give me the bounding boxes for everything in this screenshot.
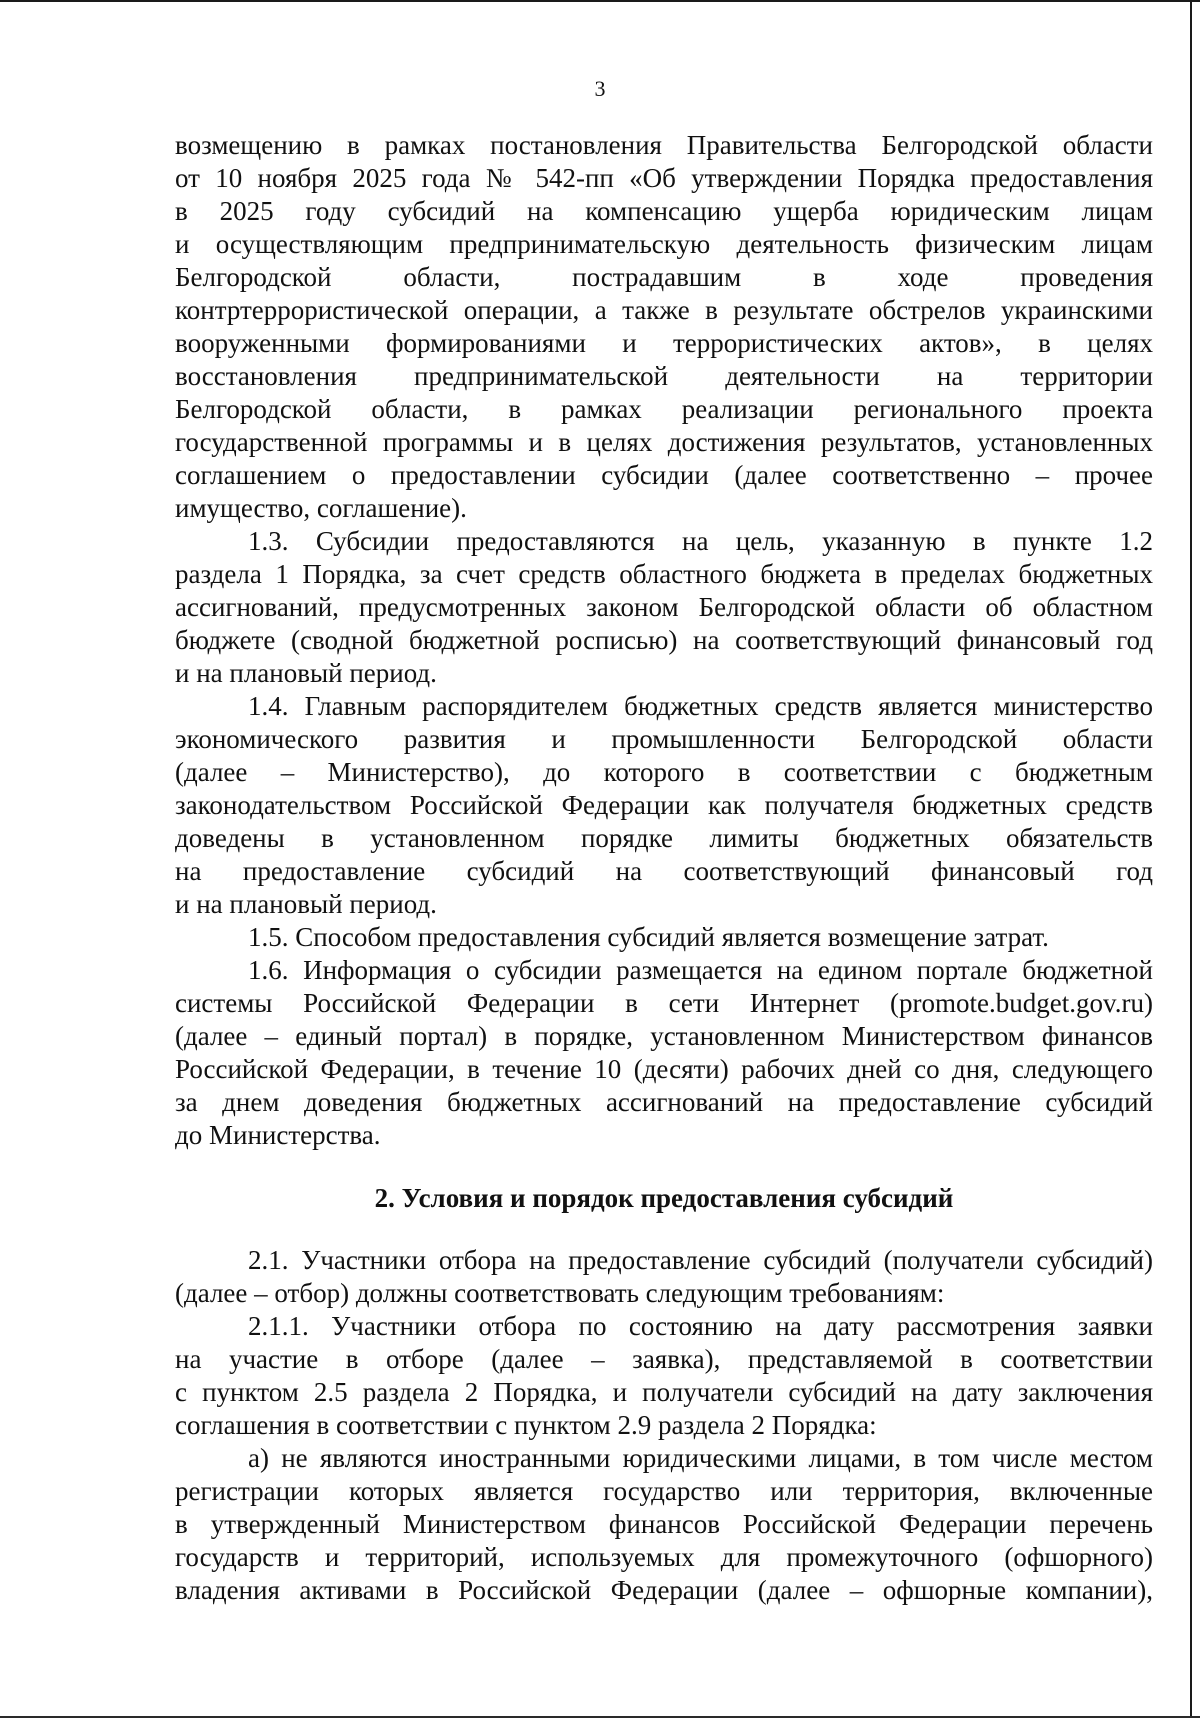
section-heading: 2. Условия и порядок предоставления субсидий — [374, 1183, 954, 1213]
text-line: экономического развития и промышленности Белгородской области — [175, 724, 1153, 754]
paragraph-1-6-start: 1.6. Информация о субсидии размещается на едином портале бюджетной — [248, 955, 1153, 985]
text-line: на предоставление субсидий на соответствующий финансовый год — [175, 856, 1153, 886]
text-line: и осуществляющим предпринимательскую деятельность физическим лицам — [175, 229, 1153, 259]
text-line: (далее – отбор) должны соответствовать следующим требованиям: — [175, 1278, 945, 1308]
text-line: бюджете (сводной бюджетной росписью) на соответствующий финансовый год — [175, 625, 1153, 655]
text-line: с пунктом 2.5 раздела 2 Порядка, и получатели субсидий на дату заключения — [175, 1377, 1153, 1407]
text-line: имущество, соглашение). — [175, 493, 467, 523]
text-line: соглашения в соответствии с пунктом 2.9 раздела 2 Порядка: — [175, 1410, 877, 1440]
paragraph-1-5: 1.5. Способом предоставления субсидий является возмещение затрат. — [248, 922, 1049, 952]
text-line: владения активами в Российской Федерации (далее – офшорные компании), — [175, 1575, 1153, 1605]
page-number: 3 — [594, 76, 606, 101]
paragraph-2-1-1-start: 2.1.1. Участники отбора по состоянию на дату рассмотрения заявки — [248, 1311, 1153, 1341]
text-line: (далее – единый портал) в порядке, установленном Министерством финансов — [175, 1021, 1153, 1051]
page-edge-right — [1190, 0, 1192, 1718]
paragraph-2-1-start: 2.1. Участники отбора на предоставление субсидий (получатели субсидий) — [248, 1245, 1153, 1275]
text-line: системы Российской Федерации в сети Интернет (promote.budget.gov.ru) — [175, 988, 1153, 1018]
text-line: соглашением о предоставлении субсидии (далее соответственно – прочее — [175, 460, 1153, 490]
text-line: раздела 1 Порядка, за счет средств областного бюджета в пределах бюджетных — [175, 559, 1153, 589]
item-a-start: а) не являются иностранными юридическими лицами, в том числе местом — [248, 1443, 1153, 1473]
text-line: возмещению в рамках постановления Правительства Белгородской области — [175, 130, 1153, 160]
page-edge-top — [0, 0, 1200, 2]
text-line: на участие в отборе (далее – заявка), представляемой в соответствии — [175, 1344, 1153, 1374]
paragraph-1-3-start: 1.3. Субсидии предоставляются на цель, указанную в пункте 1.2 — [248, 526, 1153, 556]
text-line: и на плановый период. — [175, 889, 437, 919]
text-line: регистрации которых является государство или территория, включенные — [175, 1476, 1153, 1506]
text-line: ассигнований, предусмотренных законом Белгородской области об областном — [175, 592, 1153, 622]
text-line: восстановления предпринимательской деятельности на территории — [175, 361, 1153, 391]
text-line: государств и территорий, используемых для промежуточного (офшорного) — [175, 1542, 1153, 1572]
text-line: вооруженными формированиями и террористических актов», в целях — [175, 328, 1153, 358]
text-line: законодательством Российской Федерации как получателя бюджетных средств — [175, 790, 1153, 820]
text-line: за днем доведения бюджетных ассигнований на предоставление субсидий — [175, 1087, 1153, 1117]
paragraph-1-4-start: 1.4. Главным распорядителем бюджетных средств является министерство — [248, 691, 1153, 721]
text-line: до Министерства. — [175, 1120, 381, 1150]
text-line: доведены в установленном порядке лимиты бюджетных обязательств — [175, 823, 1153, 853]
text-line: в 2025 году субсидий на компенсацию ущерба юридическим лицам — [175, 196, 1153, 226]
text-line: государственной программы и в целях достижения результатов, установленных — [175, 427, 1153, 457]
text-line: (далее – Министерство), до которого в соответствии с бюджетным — [175, 757, 1153, 787]
text-line: Белгородской области, в рамках реализации регионального проекта — [175, 394, 1153, 424]
text-line: Российской Федерации, в течение 10 (десяти) рабочих дней со дня, следующего — [175, 1054, 1153, 1084]
text-line: и на плановый период. — [175, 658, 437, 688]
text-line: от 10 ноября 2025 года № 542-пп «Об утверждении Порядка предоставления — [175, 163, 1153, 193]
text-line: в утвержденный Министерством финансов Российской Федерации перечень — [175, 1509, 1153, 1539]
text-line: Белгородской области, пострадавшим в ходе проведения — [175, 262, 1153, 292]
body-text-bottom — [175, 1244, 1153, 1607]
body-text-top — [175, 129, 1153, 1152]
text-line: контртеррористической операции, а также в результате обстрелов украинскими — [175, 295, 1153, 325]
